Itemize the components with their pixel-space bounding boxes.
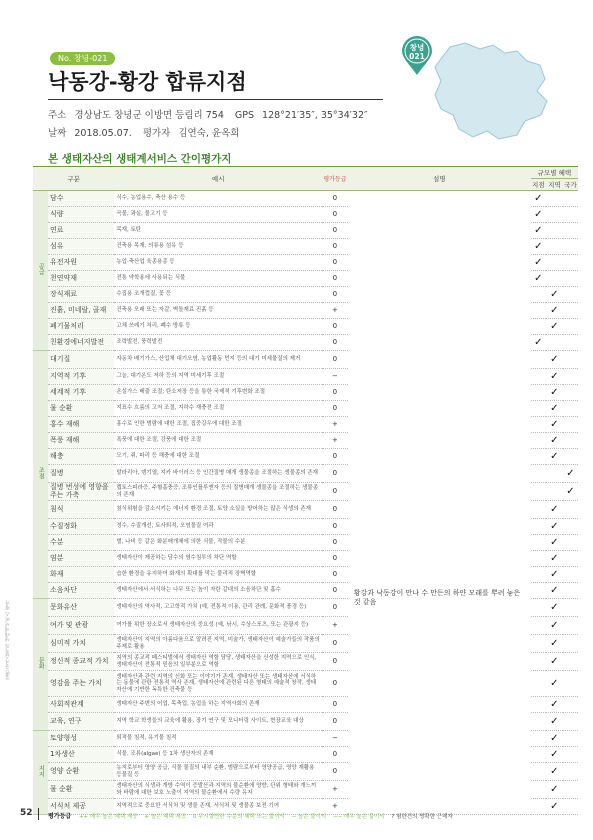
- row-example: 지역의 종교적 페스티벌에서 생태자산 역할 담당, 생태자산을 신성한 지역으로 인식, 생태자산이 전통적 믿음의 일부분으로 역할: [114, 653, 322, 671]
- scale-region-check: ✓: [546, 763, 563, 781]
- scale-region-check: ✓: [546, 567, 563, 583]
- header-region: 지역: [546, 179, 563, 191]
- category-group-label: [33, 731, 48, 815]
- header-example: 예시: [114, 167, 322, 191]
- row-name: 염분: [48, 551, 114, 567]
- scale-site-check: [531, 653, 546, 671]
- legend-item: − 높은 불이익: [291, 814, 327, 820]
- row-name: 영감을 주는 가치: [48, 671, 114, 697]
- section-heading: 본 생태자산의 생태계서비스 간이평가지: [48, 153, 232, 165]
- scale-site-check: [531, 697, 546, 713]
- row-grade: −: [322, 731, 348, 747]
- row-example: 전통 약학용에 사용되는 식물: [114, 271, 322, 287]
- row-example: 자동차 배기가스, 산업체 대기오염, 농업활동 먼지 등의 대기 미세물질의 제거: [114, 351, 322, 369]
- scale-site-check: [531, 617, 546, 635]
- row-name: 폐기물처리: [48, 319, 114, 335]
- row-grade: +: [322, 617, 348, 635]
- scale-region-check: ✓: [546, 417, 563, 433]
- scale-nation-check: [563, 385, 578, 401]
- row-grade: 0: [322, 713, 348, 731]
- evaluation-table: [33, 166, 578, 815]
- legend-item: −− 매우 높은 불이익: [333, 814, 385, 820]
- scale-site-check: [531, 671, 546, 697]
- row-example: 홍수로 인한 범람에 대한 조절, 집중강우에 대한 조절: [114, 417, 322, 433]
- row-name: 심미적 가치: [48, 635, 114, 653]
- row-example: 지역적으로 중요한 서식처 및 생물 존재, 서식처 및 생물종 보전 기여: [114, 799, 322, 815]
- evaluator-value: 김연숙, 윤옥희: [178, 128, 240, 139]
- scale-site-check: [531, 319, 546, 335]
- scale-site-check: [531, 781, 546, 799]
- scale-nation-check: [563, 551, 578, 567]
- row-grade: +: [322, 781, 348, 799]
- category-group-text: 문화: [37, 657, 45, 670]
- row-grade: −: [322, 369, 348, 385]
- row-grade: 0: [322, 401, 348, 417]
- gps-label: GPS: [234, 110, 255, 121]
- row-grade: 0: [322, 763, 348, 781]
- scale-region-check: ✓: [546, 747, 563, 763]
- row-grade: 0: [322, 483, 348, 501]
- scale-region-check: ✓: [546, 401, 563, 417]
- date-line: [48, 125, 247, 139]
- row-grade: 0: [322, 207, 348, 223]
- row-example: 폭풍에 대한 조절, 강풍에 대한 조절: [114, 433, 322, 449]
- scale-region-check: ✓: [546, 583, 563, 599]
- legend-item: + 높은 혜택 제공: [144, 814, 187, 820]
- scale-site-check: ✓: [531, 335, 546, 351]
- scale-site-check: [531, 713, 546, 731]
- row-example: 목재, 토탄: [114, 223, 322, 239]
- evaluator-label: 평가자: [142, 128, 171, 139]
- scale-site-check: ✓: [531, 191, 546, 207]
- scale-nation-check: [563, 763, 578, 781]
- category-group-text: 공급: [37, 263, 45, 276]
- scale-site-check: [531, 635, 546, 653]
- header-site: 지점: [531, 179, 546, 191]
- scale-nation-check: [563, 271, 578, 287]
- row-example: 생태자산 주변의 어업, 목축업, 농업을 하는 지역사회의 존재: [114, 697, 322, 713]
- scale-nation-check: [563, 599, 578, 617]
- row-grade: 0: [322, 599, 348, 617]
- row-name: 진흙, 미네랄, 골재: [48, 303, 114, 319]
- row-grade: 0: [322, 449, 348, 465]
- scale-nation-check: [563, 255, 578, 271]
- scale-nation-check: [563, 207, 578, 223]
- row-grade: 0: [322, 287, 348, 303]
- description-cell: 황강과 낙동강이 만나 수 만든의 하얀 모래를 뿌려 놓은 것 같음: [348, 191, 531, 815]
- row-grade: 0: [322, 747, 348, 763]
- scale-region-check: [546, 271, 563, 287]
- row-example: 생태자산과 관련 지역의 신화 또는 이야기가 존재, 생태자산 또는 생태자산에 서식하는 동물에 관한 전통적 역사 존재, 생태자산에 관련된 다른 형태의 예술적 창작, 생태자산에 기반한 독특한 건축물 등: [114, 671, 322, 697]
- row-example: 식물, 조류(algae) 등 1차 생산자의 존재: [114, 747, 322, 763]
- evaluation-table-wrap: [33, 166, 578, 815]
- scale-site-check: [531, 567, 546, 583]
- row-grade: 0: [322, 385, 348, 401]
- row-example: 여가를 위한 장소로서 생태자산의 중요성 (예, 낚시, 수상스포츠, 또는 관광지 등): [114, 617, 322, 635]
- scale-region-check: ✓: [546, 351, 563, 369]
- scale-region-check: ✓: [546, 551, 563, 567]
- scale-region-check: ✓: [546, 287, 563, 303]
- pin-line1: 창녕: [409, 43, 425, 52]
- scale-site-check: [531, 763, 546, 781]
- row-name: 대기질: [48, 351, 114, 369]
- row-example: 지역 학교 학생들의 교육에 활용, 장기 연구 및 모니터링 사이트, 현장교육 대상: [114, 713, 322, 731]
- row-grade: 0: [322, 351, 348, 369]
- scale-region-check: [546, 335, 563, 351]
- row-grade: 0: [322, 271, 348, 287]
- scale-site-check: [531, 583, 546, 599]
- category-group-label: [33, 351, 48, 599]
- scale-nation-check: [563, 449, 578, 465]
- date-label: 날짜: [48, 128, 67, 139]
- scale-region-check: [546, 223, 563, 239]
- scale-nation-check: [563, 223, 578, 239]
- row-grade: 0: [322, 239, 348, 255]
- scale-region-check: ✓: [546, 303, 563, 319]
- row-name: 섬유: [48, 239, 114, 255]
- scale-nation-check: [563, 781, 578, 799]
- scale-site-check: [531, 799, 546, 815]
- row-name: 물 순환: [48, 781, 114, 799]
- scale-nation-check: [563, 519, 578, 535]
- row-example: 렙토스피라증, 주혈흡충증, 조류인플루엔자 등의 질병매개 생물종을 조절하는 생물종의 존재: [114, 483, 322, 501]
- row-name: 토양형성: [48, 731, 114, 747]
- row-example: 생태자산의 식생과 개방 수역이 증발산과 지역의 물순환에 영향, 단위 형태와 개느끼와 바람에 대한 보호 노출이 지역의 물순환에서 수량 유지: [114, 781, 322, 799]
- row-name: 수질정화: [48, 519, 114, 535]
- scale-nation-check: [563, 731, 578, 747]
- scale-region-check: ✓: [546, 635, 563, 653]
- row-name: 교육, 연구: [48, 713, 114, 731]
- row-grade: 0: [322, 465, 348, 483]
- row-example: 곡물, 과실, 물고기 등: [114, 207, 322, 223]
- scale-nation-check: [563, 401, 578, 417]
- scale-nation-check: [563, 567, 578, 583]
- category-group-text: 지지: [37, 765, 45, 778]
- scale-region-check: ✓: [546, 449, 563, 465]
- row-example: 생태자산이 지역의 아름다움으로 알려진 지역, 미술가, 생태자산이 예술가들의 작품의 주제로 활용: [114, 635, 322, 653]
- table-row: [33, 191, 578, 207]
- row-example: 벌, 나비 등 같은 화분매개체에 의한 식물, 작물의 수분: [114, 535, 322, 551]
- scale-site-check: [531, 369, 546, 385]
- row-grade: 0: [322, 501, 348, 519]
- row-grade: 0: [322, 223, 348, 239]
- row-grade: 0: [322, 191, 348, 207]
- scale-nation-check: [563, 583, 578, 599]
- row-name: 침식: [48, 501, 114, 519]
- row-grade: 0: [322, 535, 348, 551]
- row-name: 유전자원: [48, 255, 114, 271]
- title-underline: [48, 99, 383, 100]
- scale-region-check: [546, 207, 563, 223]
- scale-site-check: [531, 465, 546, 483]
- row-name: 서식처 제공: [48, 799, 114, 815]
- row-grade: 0: [322, 653, 348, 671]
- row-name: 수분: [48, 535, 114, 551]
- row-example: 생태자산의 역사적, 고고학적 가치 (예, 전통적 이용, 관리 관례, 문화적 풍경 등): [114, 599, 322, 617]
- row-example: 식수, 농업용수, 축산 용수 등: [114, 191, 322, 207]
- row-grade: +: [322, 417, 348, 433]
- scale-region-check: ✓: [546, 385, 563, 401]
- scale-nation-check: [563, 303, 578, 319]
- pin-line2: 021: [409, 52, 425, 61]
- sidebar-vertical-text: 일반·국가습지의 생태계서비스 평가: [5, 600, 11, 680]
- row-name: 폭풍 재해: [48, 433, 114, 449]
- scale-site-check: [531, 449, 546, 465]
- scale-nation-check: ✓: [563, 483, 578, 501]
- scale-site-check: [531, 287, 546, 303]
- row-name: 여가 및 관광: [48, 617, 114, 635]
- pin-label: [400, 43, 434, 61]
- scale-region-check: [546, 255, 563, 271]
- scale-site-check: [531, 747, 546, 763]
- row-name: 장식재료: [48, 287, 114, 303]
- row-grade: 0: [322, 319, 348, 335]
- legend-label: 평가등급: [48, 813, 72, 820]
- date-value: 2018.05.07.: [74, 128, 132, 139]
- scale-region-check: [546, 239, 563, 255]
- row-name: 세계적 기후: [48, 385, 114, 401]
- scale-region-check: ✓: [546, 731, 563, 747]
- legend-item: 0 무시할만한 수준의 혜택 또는 불이익: [192, 814, 285, 820]
- address-label: 주소: [48, 110, 67, 121]
- legend: [48, 811, 458, 820]
- scale-site-check: [531, 551, 546, 567]
- scale-region-check: ✓: [546, 653, 563, 671]
- scale-region-check: ✓: [546, 781, 563, 799]
- category-group-label: [33, 599, 48, 731]
- row-name: 문화유산: [48, 599, 114, 617]
- row-grade: 0: [322, 583, 348, 599]
- scale-site-check: ✓: [531, 207, 546, 223]
- gps-value: 128°21′35″, 35°34′32″: [262, 110, 368, 121]
- row-name: 영양 순환: [48, 763, 114, 781]
- scale-region-check: [546, 465, 563, 483]
- row-example: 온실가스 배출 조절; 탄소저장 등을 통한 국제적 기후변화 조절: [114, 385, 322, 401]
- scale-nation-check: [563, 713, 578, 731]
- scale-nation-check: [563, 319, 578, 335]
- row-example: 말라리아, 뎅기열, 지카 바이러스 등 인간질병 매개 생물종을 조절하는 생물종의 존재: [114, 465, 322, 483]
- row-grade: +: [322, 303, 348, 319]
- row-name: 정신적 종교적 가치: [48, 653, 114, 671]
- row-grade: 0: [322, 671, 348, 697]
- scale-nation-check: [563, 191, 578, 207]
- scale-region-check: ✓: [546, 535, 563, 551]
- row-example: 조력발전, 풍력발전: [114, 335, 322, 351]
- row-example: 고체 쓰레기 처리, 폐수 방류 등: [114, 319, 322, 335]
- row-example: 침식위험을 감소시키는 에너지 환경 조절, 토양 소실을 방어하는 많은 식생의 존재: [114, 501, 322, 519]
- row-name: 질병 번성에 영향을 주는 가축: [48, 483, 114, 501]
- scale-region-check: ✓: [546, 599, 563, 617]
- scale-site-check: [531, 519, 546, 535]
- scale-nation-check: [563, 747, 578, 763]
- scale-nation-check: [563, 239, 578, 255]
- scale-region-check: ✓: [546, 671, 563, 697]
- scale-region-check: [546, 191, 563, 207]
- scale-site-check: [531, 433, 546, 449]
- row-example: 건축용 모래 또는 자갈, 벽돌재료 진흙 등: [114, 303, 322, 319]
- footer-rule: [38, 808, 39, 820]
- scale-site-check: [531, 417, 546, 433]
- row-grade: 0: [322, 635, 348, 653]
- row-grade: 0: [322, 519, 348, 535]
- scale-site-check: [531, 303, 546, 319]
- row-name: 질병: [48, 465, 114, 483]
- scale-nation-check: [563, 697, 578, 713]
- row-example: 수집용 조개껍질, 꽃 등: [114, 287, 322, 303]
- scale-nation-check: [563, 799, 578, 815]
- row-example: 습한 환경을 유지하여 화재의 확대를 막는 물리적 장벽역할: [114, 567, 322, 583]
- scale-nation-check: [563, 671, 578, 697]
- row-example: 농업·축산업 육종용종 등: [114, 255, 322, 271]
- header-grade: 평가등급: [322, 167, 348, 191]
- row-grade: 0: [322, 255, 348, 271]
- row-example: 모기, 쥐, 파리 등 해충에 대한 조절: [114, 449, 322, 465]
- row-name: 홍수 재해: [48, 417, 114, 433]
- scale-nation-check: ✓: [563, 465, 578, 483]
- row-grade: 0: [322, 551, 348, 567]
- row-name: 천연약재: [48, 271, 114, 287]
- scale-site-check: [531, 385, 546, 401]
- row-name: 해충: [48, 449, 114, 465]
- row-example: 퇴적물 침적, 유기물 침적: [114, 731, 322, 747]
- row-name: 식량: [48, 207, 114, 223]
- row-grade: 0: [322, 697, 348, 713]
- row-name: 1차생산: [48, 747, 114, 763]
- scale-nation-check: [563, 417, 578, 433]
- row-example: 생태자산이 제공하는 담수의 염수침투의 차단 역할: [114, 551, 322, 567]
- row-example: 생태자산에서 서식하는 나무 또는 높이 자란 갈대의 소음차단 및 흡수: [114, 583, 322, 599]
- row-grade: +: [322, 433, 348, 449]
- header-scale: 규모별 혜택: [531, 167, 578, 179]
- header-nation: 국가: [563, 179, 578, 191]
- scale-region-check: ✓: [546, 501, 563, 519]
- page-number: 52: [20, 808, 33, 818]
- row-name: 친환경에너지발전: [48, 335, 114, 351]
- page-title: 낙동강-황강 합류지점: [48, 70, 247, 94]
- scale-region-check: ✓: [546, 369, 563, 385]
- category-group-text: 조절: [37, 467, 45, 480]
- scale-site-check: ✓: [531, 223, 546, 239]
- scale-nation-check: [563, 351, 578, 369]
- address-value: 경상남도 창녕군 이방면 등림리 754: [74, 110, 224, 121]
- row-name: 화재: [48, 567, 114, 583]
- row-name: 소음차단: [48, 583, 114, 599]
- legend-item: ? 험한건의 명확한 근해자: [391, 814, 453, 820]
- row-name: 담수: [48, 191, 114, 207]
- scale-site-check: [531, 401, 546, 417]
- row-grade: 0: [322, 335, 348, 351]
- scale-site-check: [531, 599, 546, 617]
- row-name: 지역적 기후: [48, 369, 114, 385]
- scale-nation-check: [563, 653, 578, 671]
- scale-nation-check: [563, 535, 578, 551]
- scale-site-check: ✓: [531, 255, 546, 271]
- scale-region-check: ✓: [546, 519, 563, 535]
- header-description: 설명: [348, 167, 531, 191]
- row-example: 지표수 흐름의 고저 조절, 지하수 재충전 조절: [114, 401, 322, 417]
- legend-item: ++ 매우 높은 혜택 제공: [78, 814, 138, 820]
- scale-region-check: ✓: [546, 319, 563, 335]
- scale-site-check: [531, 535, 546, 551]
- row-grade: 0: [322, 567, 348, 583]
- table-body: [33, 191, 578, 815]
- scale-region-check: ✓: [546, 617, 563, 635]
- row-example: 농지로부터 영양 공급, 식물 물질의 내부 순환, 범람으로부터 영양공급, 영양 재활용 등물질 등: [114, 763, 322, 781]
- scale-nation-check: [563, 501, 578, 519]
- scale-site-check: [531, 501, 546, 519]
- scale-site-check: [531, 731, 546, 747]
- row-example: 건축용 목재, 의류용 섬유 등: [114, 239, 322, 255]
- row-example: 정수, 수질개선, 토사퇴적, 오염물질 여과: [114, 519, 322, 535]
- scale-nation-check: [563, 335, 578, 351]
- scale-region-check: [546, 483, 563, 501]
- scale-region-check: ✓: [546, 697, 563, 713]
- scale-nation-check: [563, 369, 578, 385]
- scale-region-check: ✓: [546, 433, 563, 449]
- scale-nation-check: [563, 433, 578, 449]
- scale-region-check: ✓: [546, 799, 563, 815]
- address-line: [48, 107, 376, 121]
- category-group-label: [33, 191, 48, 351]
- row-grade: +: [322, 799, 348, 815]
- scale-nation-check: [563, 617, 578, 635]
- row-name: 연료: [48, 223, 114, 239]
- scale-nation-check: [563, 635, 578, 653]
- row-name: 사회적관계: [48, 697, 114, 713]
- scale-site-check: [531, 483, 546, 501]
- header-category: 구분: [33, 167, 114, 191]
- scale-site-check: [531, 351, 546, 369]
- scale-region-check: ✓: [546, 713, 563, 731]
- site-badge: No. 창녕-021: [50, 52, 115, 65]
- scale-site-check: ✓: [531, 239, 546, 255]
- row-example: 그늘, 대기온도 저하 등의 지역 미세기후 조절: [114, 369, 322, 385]
- scale-site-check: ✓: [531, 271, 546, 287]
- row-name: 물 순환: [48, 401, 114, 417]
- scale-nation-check: [563, 287, 578, 303]
